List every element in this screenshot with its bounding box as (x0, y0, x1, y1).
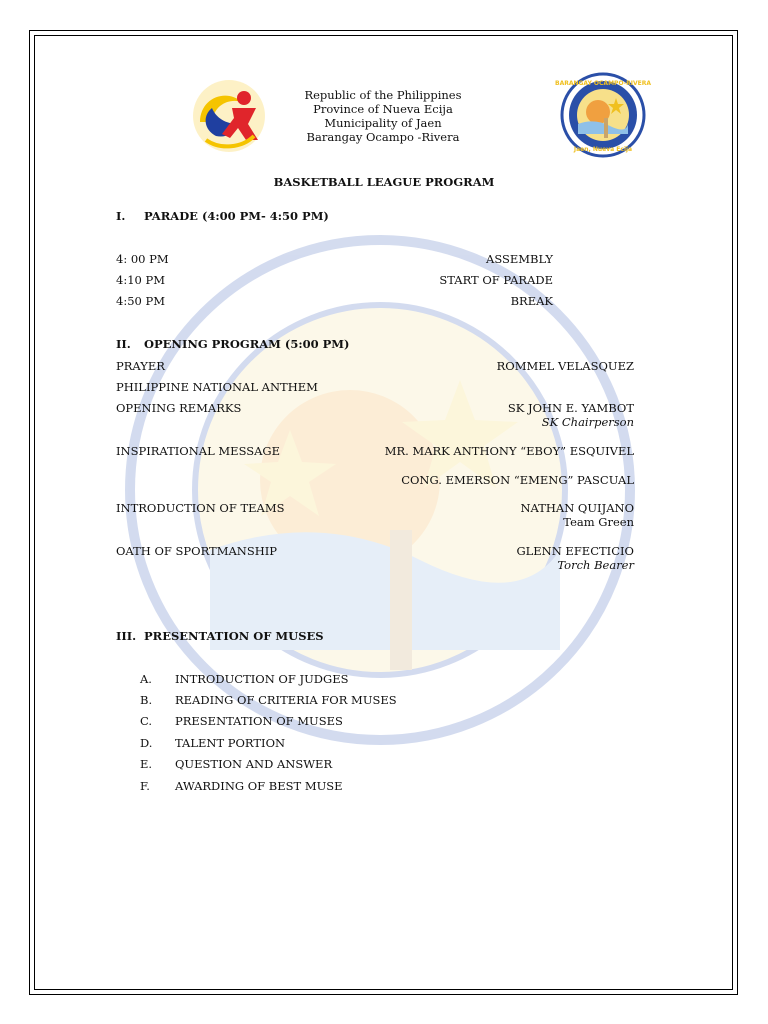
parade-time-3: 4:50 PM (116, 294, 165, 308)
parade-time-1: 4: 00 PM (116, 252, 169, 266)
section-1-heading: PARADE (4:00 PM- 4:50 PM) (144, 209, 329, 223)
muse-letter-d: D. (140, 736, 153, 750)
section-2-heading: OPENING PROGRAM (5:00 PM) (144, 337, 350, 351)
header-line-province: Province of Nueva Ecija (313, 102, 453, 116)
header-line-barangay: Barangay Ocampo -Rivera (306, 130, 460, 144)
opening-item-remarks: OPENING REMARKS (116, 401, 242, 415)
seal-text-top: BARANGAY OCAMPO-RIVERA (554, 80, 652, 87)
muse-letter-c: C. (140, 714, 153, 728)
opening-person-teams: NATHAN QUIJANO (520, 501, 634, 515)
muse-letter-f: F. (140, 779, 150, 793)
opening-item-oath: OATH OF SPORTMANSHIP (116, 544, 278, 558)
opening-role-oath: Torch Bearer (557, 558, 634, 572)
section-2-number: II. (116, 337, 131, 351)
section-3-number: III. (116, 629, 137, 643)
muse-letter-e: E. (140, 757, 153, 771)
opening-item-anthem: PHILIPPINE NATIONAL ANTHEM (116, 380, 318, 394)
barangay-seal-logo (554, 72, 652, 158)
opening-person-inspirational: MR. MARK ANTHONY “EBOY” ESQUIVEL (384, 444, 634, 458)
muse-item-d: TALENT PORTION (175, 736, 286, 750)
muse-letter-a: A. (140, 672, 152, 686)
muse-item-e: QUESTION AND ANSWER (175, 757, 333, 771)
header-line-municipality: Municipality of Jaen (324, 116, 442, 130)
opening-person-oath: GLENN EFECTICIO (516, 544, 634, 558)
parade-time-2: 4:10 PM (116, 273, 165, 287)
muse-item-b: READING OF CRITERIA FOR MUSES (175, 693, 397, 707)
muse-item-c: PRESENTATION OF MUSES (175, 714, 343, 728)
parade-event-2: START OF PARADE (439, 273, 553, 287)
muse-item-a: INTRODUCTION OF JUDGES (175, 672, 349, 686)
opening-person-congressman: CONG. EMERSON “EMENG” PASCUAL (401, 473, 634, 487)
program-title: BASKETBALL LEAGUE PROGRAM (273, 175, 495, 189)
opening-role-teams: Team Green (563, 515, 634, 529)
header-line-republic: Republic of the Philippines (304, 88, 462, 102)
seal-text-bottom: Jaen, Nueva Ecija (573, 146, 633, 153)
parade-event-1: ASSEMBLY (486, 252, 553, 266)
opening-item-teams: INTRODUCTION OF TEAMS (116, 501, 285, 515)
letterhead (268, 88, 498, 144)
opening-role-remarks: SK Chairperson (541, 415, 634, 429)
section-1-number: I. (116, 209, 126, 223)
opening-person-remarks: SK JOHN E. YAMBOT (507, 401, 634, 415)
parade-event-3: BREAK (510, 294, 553, 308)
opening-person-prayer: ROMMEL VELASQUEZ (496, 359, 634, 373)
sk-logo (186, 78, 272, 154)
section-3-heading: PRESENTATION OF MUSES (144, 629, 324, 643)
opening-item-prayer: PRAYER (116, 359, 165, 373)
opening-item-inspirational: INSPIRATIONAL MESSAGE (116, 444, 281, 458)
muse-letter-b: B. (140, 693, 153, 707)
muse-item-f: AWARDING OF BEST MUSE (175, 779, 343, 793)
